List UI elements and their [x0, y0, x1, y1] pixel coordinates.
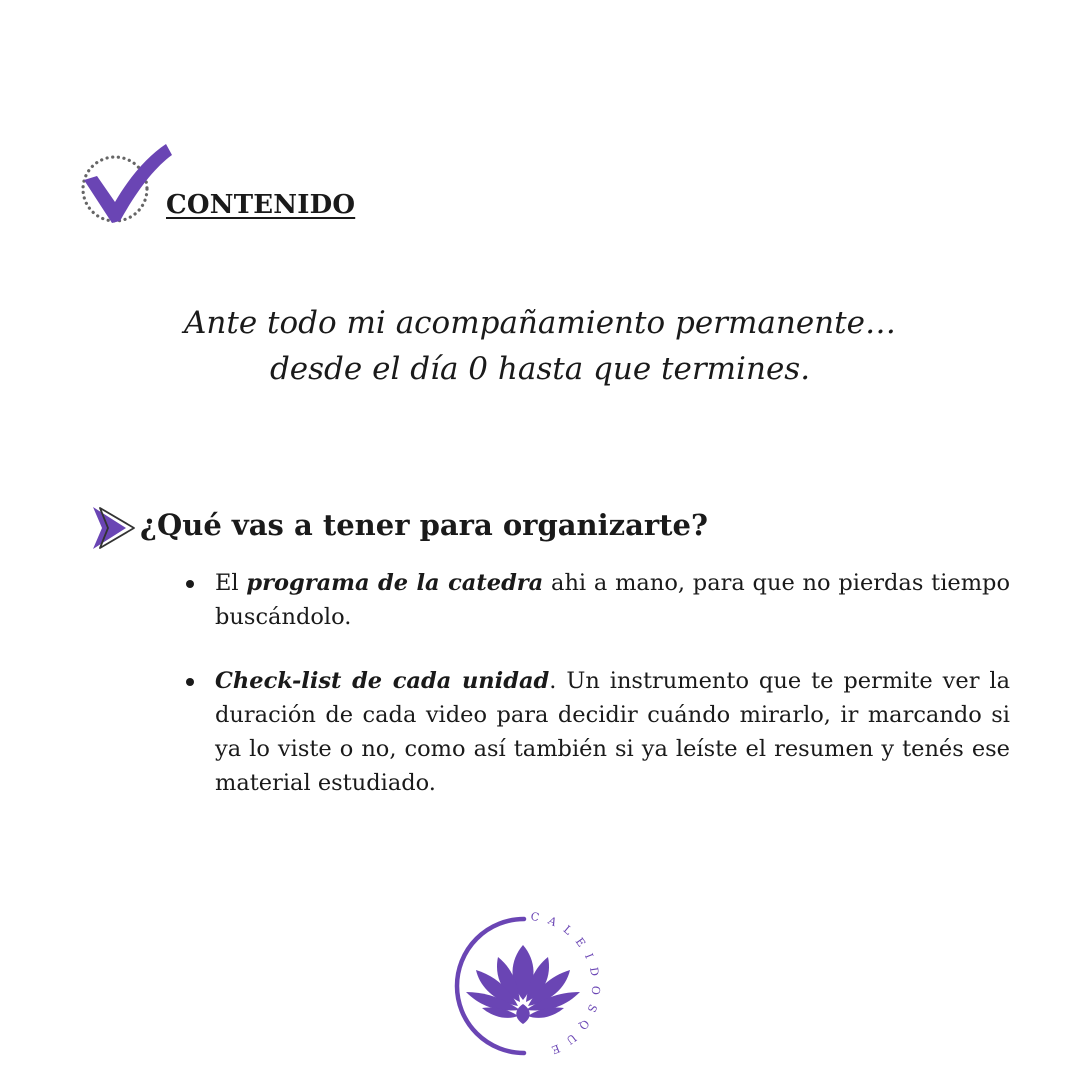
logo-wordmark: CALEIDOSQUE	[529, 912, 603, 1060]
list-item-highlight: programa de la catedra	[246, 570, 544, 596]
intro-line-1: Ante todo mi acompañamiento permanente…	[184, 305, 896, 341]
feature-list	[184, 566, 1010, 800]
bullet-dot	[186, 678, 194, 686]
checkmark-badge-icon	[78, 140, 178, 230]
list-item	[184, 664, 1010, 800]
list-item-highlight: Check-list de cada unidad	[215, 668, 550, 694]
brand-logo	[448, 912, 608, 1062]
list-item-text: . Un instrumento que te permite ver la duración de cada video para decidir cuándo mirarlo, ir marcando si ya lo viste o no, como así también si ya leíste el resumen y tenés ese material estudiado.	[215, 668, 1011, 796]
lotus-flower-icon	[466, 945, 580, 1024]
intro-line-2: desde el día 0 hasta que termines.	[269, 351, 811, 387]
question-heading: ¿Qué vas a tener para organizarte?	[140, 508, 708, 542]
list-item	[184, 566, 1010, 634]
list-item-prefix: El	[215, 570, 247, 596]
intro-text	[0, 300, 1080, 392]
bullet-dot	[186, 580, 194, 588]
list-item-text: ahi a mano, para que no pierdas tiempo buscándolo.	[215, 570, 1010, 630]
double-chevron-arrow-icon	[90, 504, 138, 552]
section-title: CONTENIDO	[166, 190, 356, 220]
